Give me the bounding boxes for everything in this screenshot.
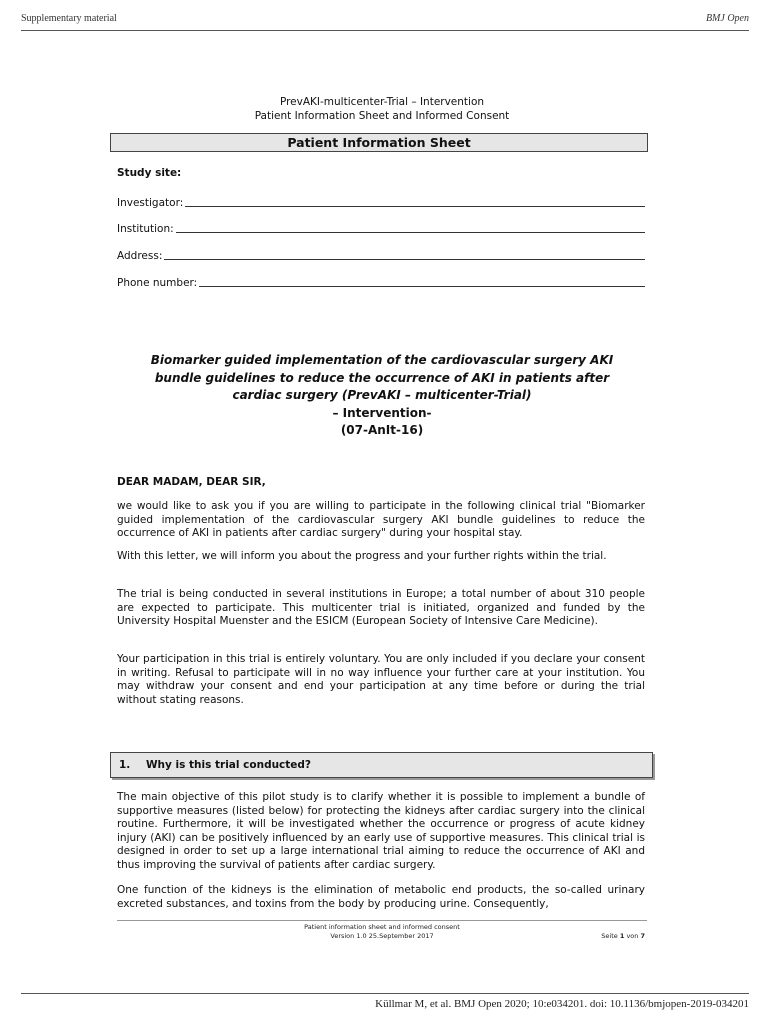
salutation: DEAR MADAM, DEAR SIR,: [117, 476, 266, 488]
footer-line2: Version 1.0 25.September 2017: [330, 931, 434, 940]
address-line[interactable]: [164, 259, 645, 260]
study-title-line4: – Intervention-: [332, 405, 432, 420]
investigator-field[interactable]: [117, 197, 645, 209]
phone-number-line[interactable]: [199, 286, 645, 287]
investigator-label: Investigator:: [117, 197, 184, 209]
patient-information-sheet-heading: Patient Information Sheet: [110, 133, 648, 152]
document-title-line1: PrevAKI-multicenter-Trial – Intervention: [279, 96, 485, 108]
study-title-line3: cardiac surgery (PrevAKI – multicenter-Trial): [232, 388, 532, 402]
section-1-paragraph-1: The main objective of this pilot study is to clarify whether it is possible to implement a bundle of supportive measures (listed below) for protecting the kidneys after cardiac surgery into the clinical routine. Furthermore, it will be investigated whether the occurrence or progress of acute kidney injury (AKI) can be positively influenced by an early use of supportive measures. This clinical trial is designed in order to set up a large international trial aiming to reduce the occurrence of AKI and thus improving the survival of patients after cardiac surgery.: [117, 791, 645, 871]
intro-paragraph-1: we would like to ask you if you are willing to participate in the following clinical trial "Biomarker guided implementation of the cardiovascular surgery AKI bundle guidelines to reduce the occurrence of AKI in patients after cardiac surgery" during your hospital stay.: [117, 500, 645, 539]
header-left: Supplementary material: [21, 13, 117, 24]
phone-number-label: Phone number:: [117, 277, 198, 289]
header-rule: [21, 30, 749, 31]
address-label: Address:: [117, 250, 163, 262]
institution-label: Institution:: [117, 223, 174, 235]
section-1-heading: [110, 752, 653, 778]
document-title: [117, 95, 647, 123]
footer-page-current: 1: [619, 932, 625, 940]
section-1-paragraph-2: One function of the kidneys is the elimination of metabolic end products, the so-called urinary excreted substances, and toxins from the body by producing urine. Consequently,: [117, 884, 645, 910]
intro-paragraph-3: The trial is being conducted in several institutions in Europe; a total number of about 310 people are expected to participate. This multicenter trial is initiated, organized and funded by the University Hospital Muenster and the ESICM (European Society of Intensive Care Medicine).: [117, 588, 645, 627]
bottom-rule: [21, 993, 749, 994]
intro-paragraph-4: Your participation in this trial is entirely voluntary. You are only included if you declare your consent in writing. Refusal to participate will in no way influence your further care at your institution. You may withdraw your consent and end your participation at any time before or during the trial without stating reasons.: [117, 653, 645, 706]
footer-page-total: 7: [640, 932, 645, 940]
study-title-line2: bundle guidelines to reduce the occurrence of AKI in patients after: [154, 370, 610, 385]
citation: Küllmar M, et al. BMJ Open 2020; 10:e034201. doi: 10.1136/bmjopen-2019-034201: [375, 998, 749, 1010]
section-1-number: 1.: [119, 759, 131, 771]
study-title: [117, 352, 647, 440]
footer-page-mid: von: [626, 932, 639, 940]
document-title-line2: Patient Information Sheet and Informed Consent: [254, 110, 510, 122]
footer-page-number: [601, 932, 645, 940]
footer-line1: Patient information sheet and informed consent: [304, 923, 460, 931]
investigator-line[interactable]: [185, 206, 645, 207]
intro-paragraph-2: With this letter, we will inform you about the progress and your further rights within the trial.: [117, 550, 607, 562]
section-1-title: Why is this trial conducted?: [145, 759, 312, 771]
footer-page-prefix: Seite: [601, 932, 618, 940]
study-title-line1: Biomarker guided implementation of the cardiovascular surgery AKI: [150, 353, 614, 367]
study-title-line5: (07-AnIt-16): [340, 423, 424, 437]
header-right: BMJ Open: [705, 13, 749, 24]
study-site-label: Study site:: [117, 167, 182, 179]
footer-document-info: [117, 923, 647, 940]
address-field[interactable]: [117, 250, 645, 262]
institution-field[interactable]: [117, 223, 645, 235]
institution-line[interactable]: [176, 232, 645, 233]
phone-number-field[interactable]: [117, 277, 645, 289]
footer-rule: [117, 920, 647, 921]
